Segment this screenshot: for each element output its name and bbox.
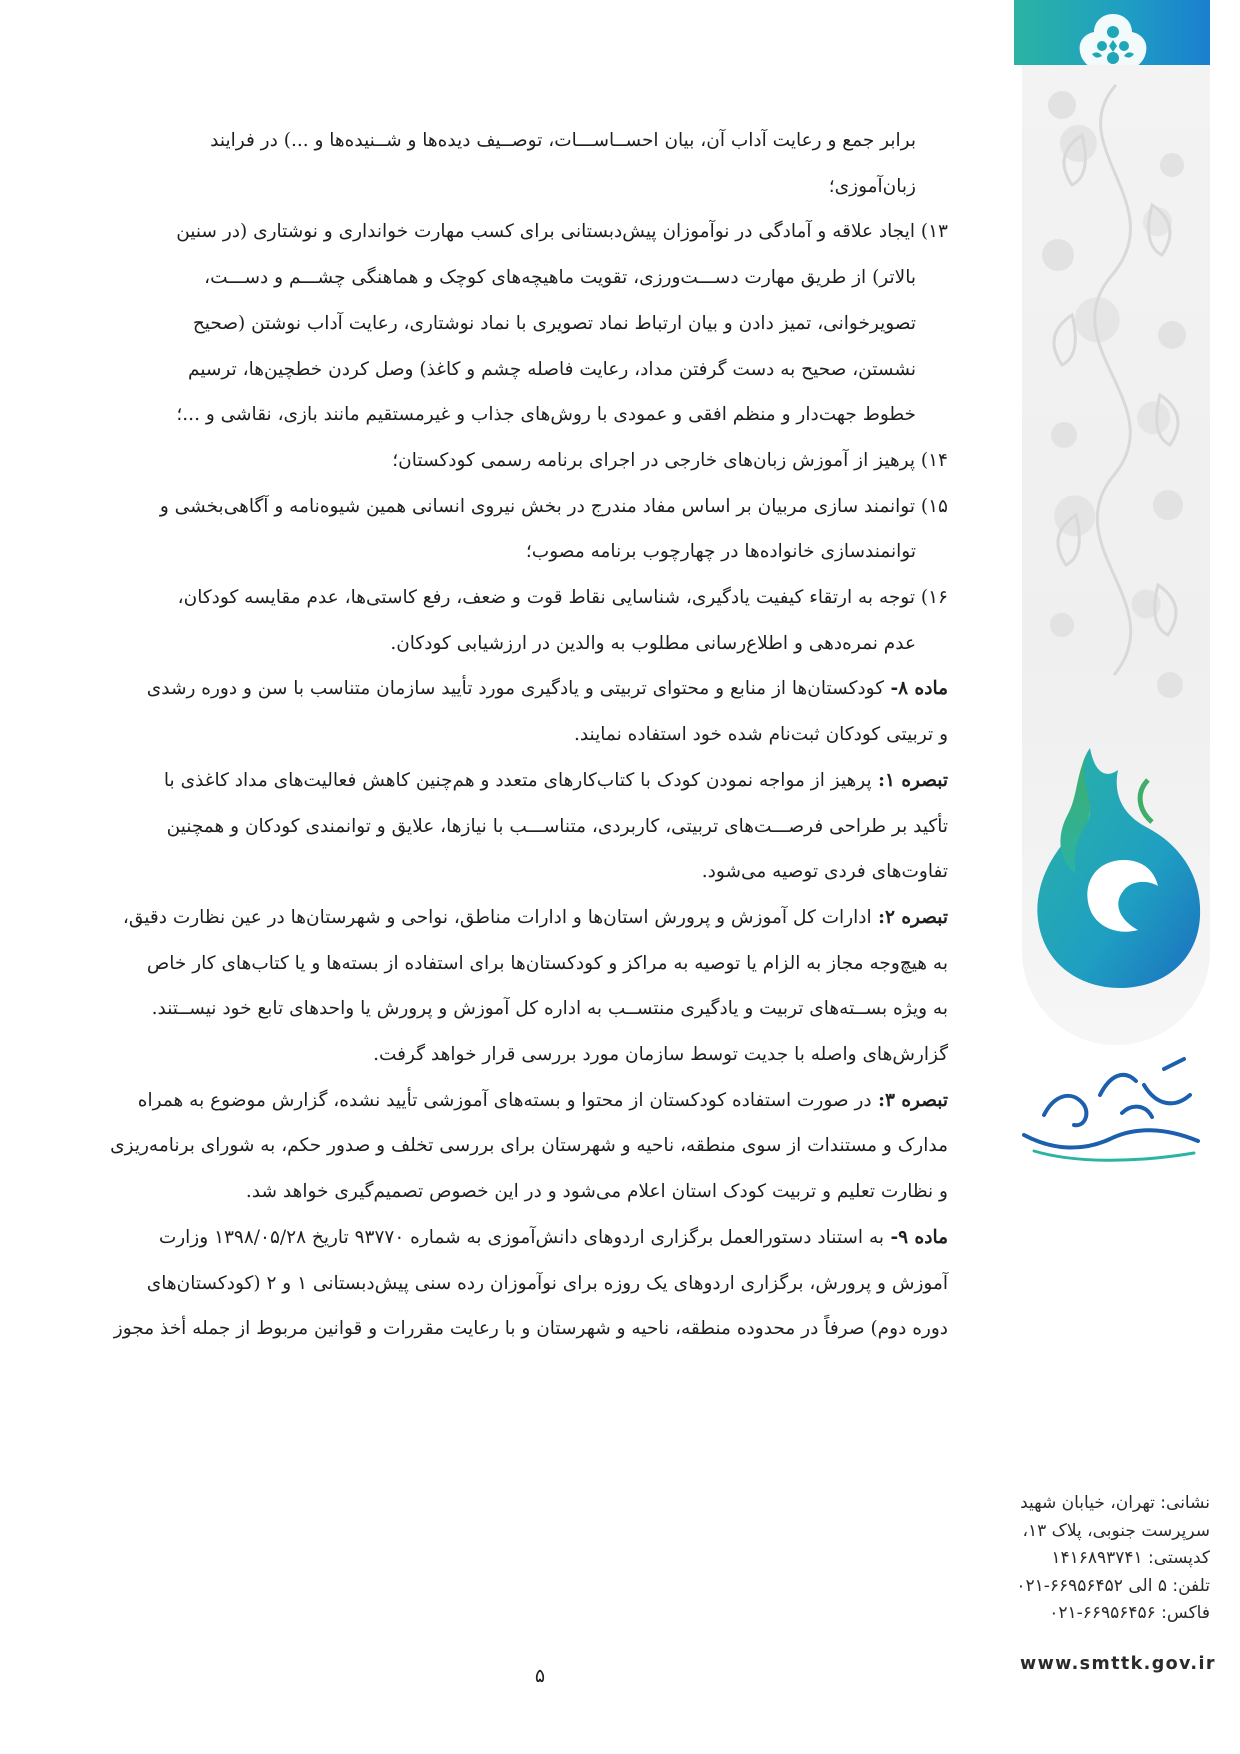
note-label: تبصره ۳:	[871, 1089, 948, 1111]
postal-code: کدپستی: ۱۴۱۶۸۹۳۷۴۱	[1051, 1548, 1210, 1568]
text-line: ۱۶) توجه به ارتقاء کیفیت یادگیری، شناسایی نقاط قوت و ضعف، رفع کاستی‌ها، عدم مقایسه کودکان،	[177, 587, 948, 609]
article-9	[88, 1215, 948, 1352]
address-line-1: نشانی: تهران، خیابان شهید	[1020, 1493, 1210, 1513]
fax-number: فاکس: ۶۶۹۵۶۴۵۶-۰۲۱	[1049, 1603, 1210, 1623]
website-link[interactable]: www.smttk.gov.ir	[1020, 1654, 1216, 1674]
address-line-2: سرپرست جنوبی، پلاک ۱۳،	[1022, 1520, 1210, 1541]
note-label: تبصره ۲:	[871, 906, 948, 928]
text-line: زبان‌آموزی؛	[828, 175, 916, 197]
text-line: به هیچ‌وجه مجاز به الزام یا توصیه به مراکز و کودکستان‌ها برای استفاده از بسته‌ها و یا کتاب‌های کار خاص	[146, 952, 948, 974]
phone-number: تلفن: ۵ الی ۶۶۹۵۶۴۵۲-۰۲۱	[1016, 1575, 1210, 1596]
note-1	[88, 758, 948, 895]
text-line: دوره دوم) صرفاً در محدوده منطقه، ناحیه و شهرستان و با رعایت مقررات و قوانین مربوط از جمله أخذ مجوز	[113, 1318, 948, 1340]
calligraphy-logo	[1014, 1055, 1210, 1165]
note-2	[88, 895, 948, 1078]
article-label: ماده ۹-	[884, 1226, 948, 1248]
text-line: ماده ۸- کودکستان‌ها از منابع و محتوای تربیتی و یادگیری مورد تأیید سازمان متناسب با سن و دوره رشدی	[146, 678, 948, 700]
text-line: تفاوت‌های فردی توصیه می‌شود.	[701, 861, 948, 883]
text-line: تأکید بر طراحی فرصـــت‌های تربیتی، کاربردی، متناســـب با نیازها، علایق و توانمندی کودکان و همچنین	[166, 815, 948, 837]
text-line: بالاتر) از طریق مهارت دســـت‌ورزی، تقویت ماهیچه‌های کوچک و هماهنگی چشـــم و دســـت،	[204, 267, 916, 289]
text-line: توانمندسازی خانواده‌ها در چهارچوب برنامه مصوب؛	[525, 541, 916, 563]
text-line: تبصره ۲: ادارات کل آموزش و پرورش استان‌ها و ادارات مناطق، نواحی و شهرستان‌ها در عین نظارت دقیق،	[122, 906, 948, 928]
text-line: نشستن، صحیح به دست گرفتن مداد، رعایت فاصله چشم و کاغذ) وصل کردن خطچین‌ها، ترسیم	[188, 358, 916, 380]
water-drop-logo-icon	[1028, 740, 1208, 990]
note-3	[88, 1078, 948, 1215]
list-item-15	[88, 484, 948, 575]
list-item-16	[88, 575, 948, 666]
list-item-13	[88, 209, 948, 438]
article-8	[88, 666, 948, 757]
text-line: تصویرخوانی، تمیز دادن و بیان ارتباط نماد تصویری با نماد نوشتاری، رعایت آداب نوشتن (صحیح	[192, 312, 916, 334]
page-number: ۵	[534, 1665, 546, 1687]
list-item-14	[88, 438, 948, 484]
sidebar	[1010, 0, 1216, 1754]
contact-info	[1018, 1490, 1210, 1628]
text-line: تبصره ۱: پرهیز از مواجه نمودن کودک با کتاب‌کارهای متعدد و هم‌چنین کاهش فعالیت‌های مداد کاغذی با	[163, 769, 948, 791]
text-line: ۱۴) پرهیز از آموزش زبان‌های خارجی در اجرای برنامه رسمی کودکستان؛	[392, 449, 948, 471]
text-line: و نظارت تعلیم و تربیت کودک استان اعلام می‌شود و در این خصوص تصمیم‌گیری خواهد شد.	[245, 1181, 948, 1203]
text-line: به ویژه بســته‌های تربیت و یادگیری منتســب به اداره کل آموزش و پرورش یا واحدهای تابع خود نیســتند.	[151, 998, 948, 1020]
text-line: عدم نمره‌دهی و اطلاع‌رسانی مطلوب به والدین در ارزشیابی کودکان.	[390, 632, 916, 654]
text-line: گزارش‌های واصله با جدیت توسط سازمان مورد بررسی قرار خواهد گرفت.	[373, 1044, 948, 1066]
text-line: خطوط جهت‌دار و منظم افقی و عمودی با روش‌های جذاب و غیرمستقیم مانند بازی، نقاشی و ...؛	[176, 404, 916, 426]
text-line: ۱۵) توانمند سازی مربیان بر اساس مفاد مندرج در بخش نیروی انسانی همین شیوه‌نامه و آگاهی‌بخشی و	[159, 495, 948, 517]
text-line: تبصره ۳: در صورت استفاده کودکستان از محتوا و بسته‌های آموزشی تأیید نشده، گزارش موضوع به همراه	[137, 1089, 948, 1111]
intro-paragraph	[88, 118, 948, 209]
text-line: آموزش و پرورش، برگزاری اردوهای یک روزه برای نوآموزان رده سنی پیش‌دبستانی ۱ و ۲ (کودکستان‌های	[146, 1272, 948, 1294]
text-line: ۱۳) ایجاد علاقه و آمادگی در نوآموزان پیش‌دبستانی برای کسب مهارت خوانداری و نوشتاری (در سنین	[176, 221, 948, 243]
top-banner	[1014, 0, 1210, 65]
text-line: برابر جمع و رعایت آداب آن، بیان احســاســـات، توصــیف دیده‌ها و شــنیده‌ها و ...) در فرایند	[210, 130, 916, 151]
text-line: مدارک و مستندات از سوی منطقه، ناحیه و شهرستان برای بررسی تخلف و صدور حکم، به شورای برنامه‌ریزی	[110, 1135, 948, 1157]
calligraphy-logo-icon	[1014, 1055, 1210, 1165]
document-body	[88, 118, 948, 1352]
article-label: ماده ۸-	[884, 678, 948, 700]
text-line: و تربیتی کودکان ثبت‌نام شده خود استفاده نمایند.	[573, 724, 948, 746]
text-line: ماده ۹- به استناد دستورالعمل برگزاری اردوهای دانش‌آموزی به شماره ۹۳۷۷۰ تاریخ ۱۳۹۸/۰۵/۲۸ وزارت	[158, 1226, 948, 1248]
note-label: تبصره ۱:	[871, 769, 948, 791]
